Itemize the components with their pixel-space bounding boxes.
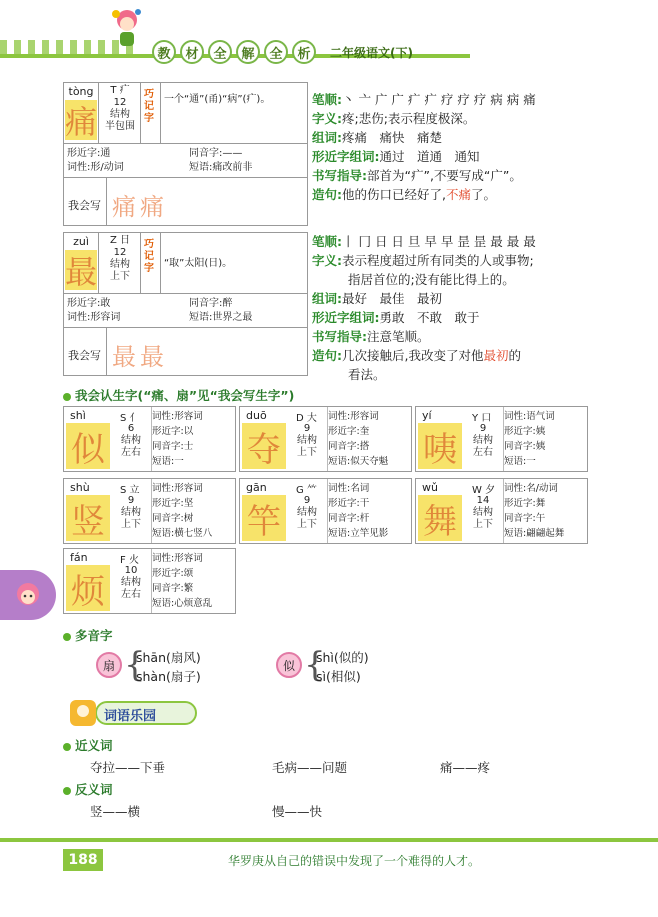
similar-char: 形近字:通 xyxy=(67,148,111,159)
mnemonic-tip: “取”太阳(日)。 xyxy=(164,258,233,269)
structure: 上下 xyxy=(297,447,317,458)
index-letter: Y xyxy=(472,413,479,424)
card-details xyxy=(152,551,236,611)
structure: 半包围 xyxy=(105,121,135,132)
antonym-pair: 慢——快 xyxy=(272,804,323,819)
homophone: 同音字:树 xyxy=(152,513,194,524)
card-index xyxy=(472,409,491,424)
card-big-char: 痛 xyxy=(65,100,97,140)
card-pinyin: fán xyxy=(70,551,88,564)
phrase: 短语:一 xyxy=(504,456,536,467)
section-heading-antonyms: 反义词 xyxy=(63,780,113,798)
radical: 日 xyxy=(120,235,131,246)
phrase: 短语:立竿见影 xyxy=(328,528,389,539)
divider xyxy=(64,143,307,144)
card-big-char: 最 xyxy=(65,250,97,290)
card-meta xyxy=(100,235,140,283)
structure: 左右 xyxy=(121,589,141,600)
similar-char: 形近字:颂 xyxy=(152,568,194,579)
phrase: 短语:横七竖八 xyxy=(152,528,213,539)
char-card-zui xyxy=(63,232,308,376)
part-of-speech: 词性:名词 xyxy=(328,483,370,494)
info-key: 造句: xyxy=(312,348,342,363)
card-index xyxy=(472,481,495,496)
radical: 大 xyxy=(306,413,317,424)
part-of-speech: 词性:形容词 xyxy=(152,411,203,422)
synonym-pair: 夺拉——下垂 xyxy=(90,760,166,775)
footer-quote: 华罗庚从自己的错误中发现了一个难得的人才。 xyxy=(228,854,481,868)
radical: 亻 xyxy=(129,413,140,424)
info-key: 字义: xyxy=(312,253,342,268)
card-index xyxy=(120,409,140,424)
card-big-char: 舞 xyxy=(418,495,462,541)
card-meta xyxy=(100,85,140,133)
index-letter: S xyxy=(120,485,127,496)
card-pinyin: duō xyxy=(246,409,267,422)
similar-char: 形近字:奎 xyxy=(328,426,370,437)
phrase: 短语:世界之最 xyxy=(189,312,253,323)
index-letter: S xyxy=(120,413,127,424)
card-meta xyxy=(112,565,150,601)
divider xyxy=(140,233,141,293)
divider xyxy=(64,177,307,178)
part-of-speech: 词性:形容词 xyxy=(67,312,121,323)
phrase: 短语:似天夺魁 xyxy=(328,456,389,467)
brace-icon: { xyxy=(304,645,326,685)
card-details xyxy=(504,409,588,469)
card-index xyxy=(296,409,317,424)
index-letter: T xyxy=(110,85,117,96)
card-pinyin: shù xyxy=(70,481,90,494)
info-key: 形近字组词: xyxy=(312,310,380,325)
stroke-order: 丶 亠 广 广 疒 疒 疗 疗 疗 病 病 痛 xyxy=(342,92,536,107)
char-info-tong xyxy=(312,90,536,204)
homophone: 同音字:士 xyxy=(152,441,194,452)
page-number: 188 xyxy=(63,849,103,871)
example-sentence: 几次接触后,我改变了对他 xyxy=(342,348,484,363)
index-letter: W xyxy=(472,485,482,496)
card-meta xyxy=(464,495,502,531)
divider xyxy=(64,293,307,294)
phrase: 短语:翩翩起舞 xyxy=(504,528,565,539)
info-key: 书写指导: xyxy=(312,168,367,183)
header-title-char: 解 xyxy=(236,40,260,64)
phrase: 短语:痛改前非 xyxy=(189,162,253,173)
index-letter: Z xyxy=(109,235,117,246)
info-key: 形近字组词: xyxy=(312,149,380,164)
card-meta xyxy=(288,423,326,459)
example-sentence-continued: 看法。 xyxy=(348,367,386,382)
radical: 立 xyxy=(129,485,140,496)
card-big-char: 夺 xyxy=(242,423,286,469)
polyphonic-char-b: 似 xyxy=(276,652,302,678)
similar-char: 形近字:干 xyxy=(328,498,370,509)
structure: 左右 xyxy=(121,447,141,458)
similar-words: 勇敢 不敢 敢于 xyxy=(379,310,480,325)
radical: 夕 xyxy=(485,485,496,496)
similar-char: 形近字:坚 xyxy=(152,498,194,509)
card-details xyxy=(328,409,412,469)
card-pinyin: shì xyxy=(70,409,86,422)
recognize-char-card xyxy=(239,406,412,472)
recognize-char-card xyxy=(63,406,236,472)
phrase: 短语:一 xyxy=(152,456,184,467)
homophone: 同音字:—— xyxy=(189,148,243,159)
homophone: 同音字:繁 xyxy=(152,583,194,594)
header-subtitle: 二年级语文(下) xyxy=(330,46,413,60)
radical: 口 xyxy=(481,413,492,424)
word-garden-title: 词语乐园 xyxy=(104,709,157,724)
card-pinyin: tòng xyxy=(68,85,94,98)
card-pinyin: yí xyxy=(422,409,432,422)
stroke-count: 9 xyxy=(479,423,487,434)
similar-char: 形近字:以 xyxy=(152,426,194,437)
header-title-char: 材 xyxy=(180,40,204,64)
stroke-count: 14 xyxy=(476,495,490,506)
homophone: 同音字:醉 xyxy=(189,298,233,309)
word-forming: 最好 最佳 最初 xyxy=(342,291,443,306)
stroke-count: 10 xyxy=(124,565,138,576)
structure: 上下 xyxy=(473,519,493,530)
stroke-count: 12 xyxy=(113,247,127,258)
section-heading-recognize: 我会认生字(“痛、扇”见“我会写生字”) xyxy=(63,386,294,404)
structure: 左右 xyxy=(473,447,493,458)
structure-label: 结构 xyxy=(110,109,130,120)
footer-stripe xyxy=(0,838,658,842)
reading: sì(相似) xyxy=(316,669,361,684)
card-index xyxy=(120,551,139,566)
writing-guide: 注意笔顺。 xyxy=(367,329,430,344)
header-title xyxy=(152,40,316,64)
similar-char: 形近字:敢 xyxy=(67,298,111,309)
recognize-char-card xyxy=(63,548,236,614)
write-label: 我会写 xyxy=(68,349,101,362)
card-pinyin: wǔ xyxy=(422,481,438,494)
stroke-count: 9 xyxy=(303,423,311,434)
card-big-char: 咦 xyxy=(418,423,462,469)
mascot-icon xyxy=(108,6,146,52)
info-key: 造句: xyxy=(312,187,342,202)
card-details xyxy=(328,481,412,541)
header-title-char: 析 xyxy=(292,40,316,64)
meaning: 疼;悲伤;表示程度极深。 xyxy=(342,111,476,126)
recognize-char-card xyxy=(239,478,412,544)
structure-label: 结构 xyxy=(473,507,493,518)
write-label: 我会写 xyxy=(68,199,101,212)
part-of-speech: 词性:语气词 xyxy=(504,411,555,422)
part-of-speech: 词性:形容词 xyxy=(152,483,203,494)
divider xyxy=(106,327,107,375)
part-of-speech: 词性:形容词 xyxy=(152,553,203,564)
card-meta xyxy=(112,495,150,531)
section-heading-polyphonic: 多音字 xyxy=(63,626,113,644)
char-info-zui xyxy=(312,232,536,384)
polyphonic-a-readings xyxy=(136,648,201,686)
structure-label: 结构 xyxy=(121,435,141,446)
example-highlight: 不痛 xyxy=(445,187,471,202)
structure-label: 结构 xyxy=(297,507,317,518)
divider xyxy=(160,83,161,143)
index-letter: F xyxy=(120,555,126,566)
radical: ⺮ xyxy=(306,485,317,496)
part-of-speech: 词性:形/动词 xyxy=(67,162,124,173)
card-pinyin: zuì xyxy=(73,235,89,248)
structure: 上下 xyxy=(297,519,317,530)
stroke-count: 6 xyxy=(127,423,135,434)
info-key: 笔顺: xyxy=(312,234,342,249)
writing-guide: 部首为“疒”,不要写成“广”。 xyxy=(367,168,522,183)
divider xyxy=(160,233,161,293)
divider xyxy=(64,327,307,328)
similar-char: 形近字:舞 xyxy=(504,498,546,509)
structure-label: 结构 xyxy=(121,507,141,518)
card-index xyxy=(120,481,140,496)
recognize-char-card xyxy=(415,406,588,472)
info-key: 组词: xyxy=(312,130,342,145)
meaning: 表示程度超过所有同类的人或事物; xyxy=(342,253,534,268)
stroke-order: 丨 冂 日 日 旦 早 早 昰 昰 最 最 最 xyxy=(342,234,536,249)
antonym-pair: 竖——横 xyxy=(90,804,141,819)
card-meta xyxy=(464,423,502,459)
info-key: 字义: xyxy=(312,111,342,126)
qiao-ji-label: 巧记字 xyxy=(144,239,154,274)
card-meta xyxy=(112,423,150,459)
card-big-char: 竖 xyxy=(66,495,110,541)
info-key: 组词: xyxy=(312,291,342,306)
example-sentence: 他的伤口已经好了, xyxy=(342,187,446,202)
card-details xyxy=(152,409,236,469)
polyphonic-char-a: 扇 xyxy=(96,652,122,678)
stroke-count: 9 xyxy=(127,495,135,506)
phrase: 短语:心烦意乱 xyxy=(152,598,213,609)
divider xyxy=(140,83,141,143)
homophone: 同音字:午 xyxy=(504,513,546,524)
page-header xyxy=(0,0,658,64)
index-letter: D xyxy=(296,413,304,424)
card-big-char: 竿 xyxy=(242,495,286,541)
similar-words: 通过 道通 通知 xyxy=(379,149,480,164)
mascot-face-icon xyxy=(14,578,42,610)
structure: 上下 xyxy=(121,519,141,530)
reading: shān(扇风) xyxy=(136,650,201,665)
stroke-count: 12 xyxy=(113,97,127,108)
example-sentence-end: 的 xyxy=(508,348,522,363)
mnemonic-tip: 一个“通”(甬)“病”(疒)。 xyxy=(164,94,271,105)
similar-char: 形近字:姨 xyxy=(504,426,546,437)
homophone: 同音字:姨 xyxy=(504,441,546,452)
synonym-pair: 毛病——问题 xyxy=(272,760,348,775)
polyphonic-b-readings xyxy=(316,648,369,686)
card-details xyxy=(504,481,588,541)
radical: 疒 xyxy=(119,85,130,96)
example-highlight: 最初 xyxy=(483,348,509,363)
structure: 上下 xyxy=(110,271,130,282)
card-pinyin: gān xyxy=(246,481,267,494)
card-big-char: 似 xyxy=(66,423,110,469)
structure-label: 结构 xyxy=(121,577,141,588)
handwriting-sample: 痛痛 xyxy=(112,193,168,221)
qiao-ji-label: 巧记字 xyxy=(144,89,154,124)
header-title-char: 教 xyxy=(152,40,176,64)
card-index xyxy=(296,481,317,496)
info-key: 笔顺: xyxy=(312,92,342,107)
structure-label: 结构 xyxy=(473,435,493,446)
card-big-char: 烦 xyxy=(66,565,110,611)
synonym-pair: 痛——疼 xyxy=(440,760,491,775)
part-of-speech: 词性:名/动词 xyxy=(504,483,558,494)
word-forming: 疼痛 痛快 痛楚 xyxy=(342,130,443,145)
divider xyxy=(106,177,107,225)
header-title-char: 全 xyxy=(264,40,288,64)
recognize-char-card xyxy=(415,478,588,544)
index-letter: G xyxy=(296,485,304,496)
homophone: 同音字:杆 xyxy=(328,513,370,524)
section-heading-synonyms: 近义词 xyxy=(63,736,113,754)
part-of-speech: 词性:形容词 xyxy=(328,411,379,422)
char-card-tong xyxy=(63,82,308,226)
handwriting-sample: 最最 xyxy=(112,343,168,371)
homophone: 同音字:搭 xyxy=(328,441,370,452)
recognize-char-card xyxy=(63,478,236,544)
reading: shàn(扇子) xyxy=(136,669,201,684)
card-details xyxy=(152,481,236,541)
card-meta xyxy=(288,495,326,531)
info-key: 书写指导: xyxy=(312,329,367,344)
example-sentence-end: 了。 xyxy=(471,187,497,202)
divider xyxy=(98,83,99,143)
stroke-count: 9 xyxy=(303,495,311,506)
meaning-continued: 指居首位的;没有能比得上的。 xyxy=(348,272,515,287)
structure-label: 结构 xyxy=(110,259,130,270)
radical: 火 xyxy=(128,555,139,566)
reading: shì(似的) xyxy=(316,650,369,665)
brace-icon: { xyxy=(124,645,146,685)
structure-label: 结构 xyxy=(297,435,317,446)
divider xyxy=(98,233,99,293)
header-title-char: 全 xyxy=(208,40,232,64)
